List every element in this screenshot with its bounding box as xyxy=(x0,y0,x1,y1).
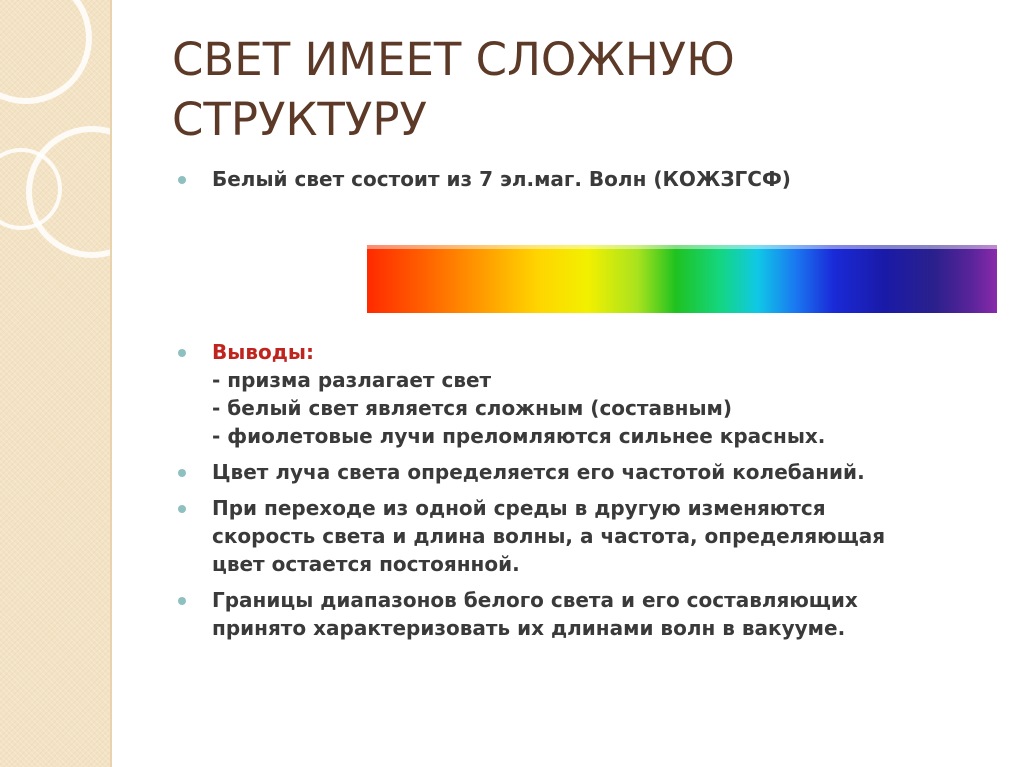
bullet-text-line: При переходе из одной среды в другую изменяются xyxy=(212,496,826,520)
slide-title-line-1: СВЕТ ИМЕЕТ СЛОЖНУЮ xyxy=(172,33,735,86)
conclusion-line: - белый свет является сложным (составным) xyxy=(212,396,733,420)
bullet-item-frequency xyxy=(178,458,978,486)
bullet-dot-icon xyxy=(178,505,186,513)
conclusion-line: - призма разлагает свет xyxy=(212,368,492,392)
decorative-side-strip xyxy=(0,0,112,767)
bullet-dot-icon xyxy=(178,176,186,184)
conclusion-line: - фиолетовые лучи преломляются сильнее красных. xyxy=(212,424,826,448)
bullet-item-white-light xyxy=(178,165,978,193)
decorative-ring xyxy=(0,0,92,104)
strip-edge xyxy=(110,0,112,767)
bullet-dot-icon xyxy=(178,597,186,605)
bullet-item-conclusions xyxy=(178,338,978,450)
bullet-list-main xyxy=(178,338,978,642)
bullet-dot-icon xyxy=(178,349,186,357)
bullet-item-wavelength-ranges xyxy=(178,586,978,642)
bullet-text-line: скорость света и длина волны, а частота, определяющая xyxy=(212,524,886,548)
slide-title xyxy=(172,30,992,150)
bullet-item-medium-transition xyxy=(178,494,978,578)
bullet-list-top xyxy=(178,165,978,193)
bullet-text: Белый свет состоит из 7 эл.маг. Волн (КОЖЗГСФ) xyxy=(212,167,791,191)
bullet-text: Цвет луча света определяется его частотой колебаний. xyxy=(212,460,865,484)
bullet-text-line: Границы диапазонов белого света и его составляющих xyxy=(212,588,858,612)
slide-title-line-2: СТРУКТУРУ xyxy=(172,93,427,146)
bullet-dot-icon xyxy=(178,469,186,477)
conclusions-label: Выводы: xyxy=(212,340,314,364)
bullet-text-line: цвет остается постоянной. xyxy=(212,552,520,576)
color-spectrum-bar xyxy=(367,245,997,313)
bullet-text-line: принято характеризовать их длинами волн в вакууме. xyxy=(212,616,846,640)
